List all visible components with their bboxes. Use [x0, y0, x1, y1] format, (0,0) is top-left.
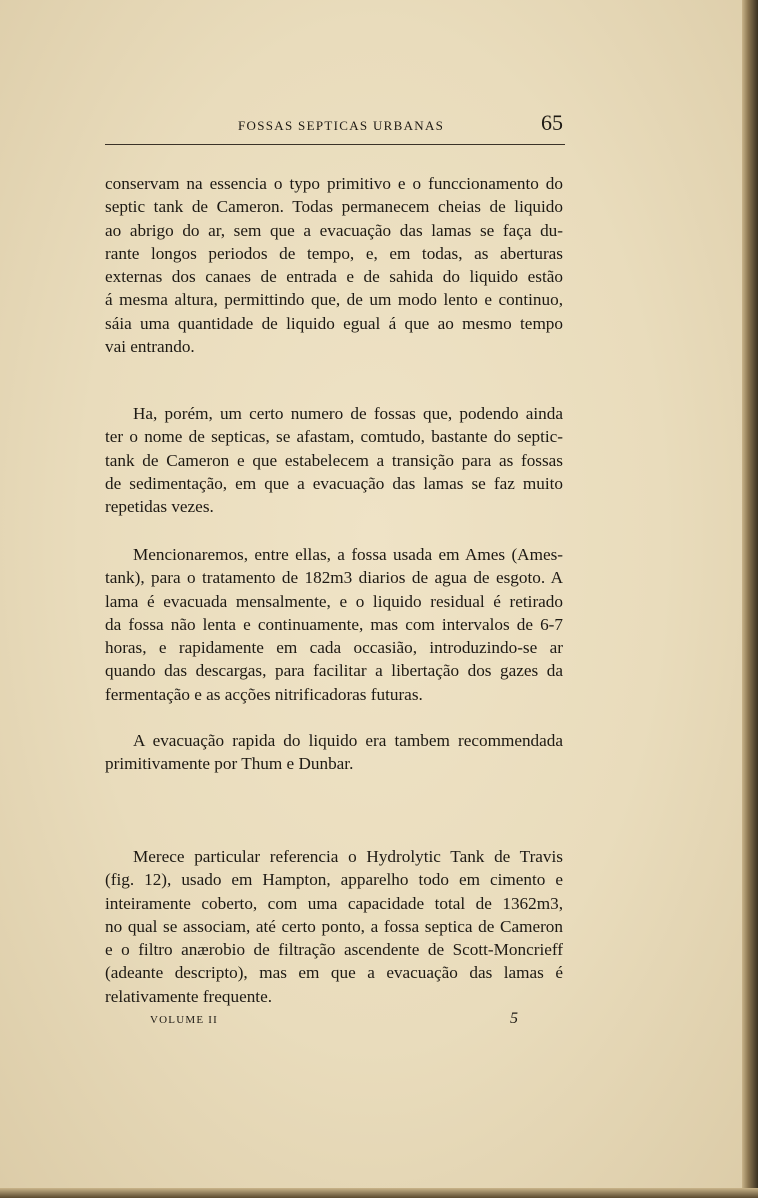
- text-line: sáia uma quantidade de liquido egual á que ao mesmo tempo: [105, 313, 563, 333]
- text-line: A evacuação rapida do liquido era tambem recommendada: [133, 731, 563, 750]
- page-number: 65: [541, 110, 563, 135]
- text-line: (fig. 12), usado em Hampton, apparelho todo em cimento e: [105, 870, 563, 890]
- text-line: fermentação e as acções nitrificadoras futuras.: [105, 684, 423, 704]
- text-line: quando das descargas, para facilitar a libertação dos gazes da: [105, 661, 563, 681]
- text-line: repetidas vezes.: [105, 497, 214, 517]
- text-line: Mencionaremos, entre ellas, a fossa usada em Ames (Ames-: [133, 545, 563, 564]
- paragraph-4: [105, 729, 563, 776]
- text-line: á mesma altura, permittindo que, de um modo lento e continuo,: [105, 290, 563, 310]
- text-line: rante longos periodos de tempo, e, em todas, as aberturas: [105, 243, 563, 263]
- paragraph-1: [105, 172, 563, 358]
- page-header: [105, 110, 565, 140]
- text-line: ao abrigo do ar, sem que a evacuação das lamas se faça du-: [105, 220, 563, 240]
- page-edge-right: [742, 0, 758, 1198]
- volume-signature: VOLUME II: [150, 1014, 218, 1026]
- text-line: lama é evacuada mensalmente, e o liquido residual é retirado: [105, 591, 563, 611]
- text-line: septic tank de Cameron. Todas permanecem cheias de liquido: [105, 197, 563, 217]
- text-line: no qual se associam, até certo ponto, a fossa septica de Cameron: [105, 916, 563, 936]
- text-line: inteiramente coberto, com uma capacidade total de 1362m3,: [105, 893, 563, 913]
- text-line: vai entrando.: [105, 337, 195, 357]
- text-line: da fossa não lenta e continuamente, mas com intervalos de 6-7: [105, 614, 563, 634]
- header-rule: [105, 144, 565, 145]
- paragraph-3: [105, 543, 563, 706]
- text-line: ter o nome de septicas, se afastam, comtudo, bastante do septic-: [105, 427, 563, 447]
- text-line: Ha, porém, um certo numero de fossas que, podendo ainda: [133, 404, 563, 423]
- text-line: tank), para o tratamento de 182m3 diarios de agua de esgoto. A: [105, 568, 563, 588]
- text-line: conservam na essencia o typo primitivo e o funccionamento do: [105, 174, 563, 193]
- text-line: (adeante descripto), mas em que a evacuação das lamas é: [105, 963, 563, 983]
- text-line: relativamente frequente.: [105, 986, 273, 1006]
- gathering-signature: 5: [510, 1010, 518, 1027]
- paragraph-5: [105, 845, 563, 1008]
- paragraph-2: [105, 402, 563, 518]
- text-line: e o filtro anærobio de filtração ascendente de Scott-Moncrieff: [105, 940, 563, 960]
- text-line: Merece particular referencia o Hydrolytic Tank de Travis: [133, 847, 563, 866]
- page-edge-bottom: [0, 1188, 758, 1198]
- running-head: FOSSAS SEPTICAS URBANAS: [238, 118, 445, 133]
- text-line: tank de Cameron e que estabelecem a transição para as fossas: [105, 450, 563, 470]
- text-line: externas dos canaes de entrada e de sahida do liquido estão: [105, 267, 563, 287]
- text-line: horas, e rapidamente em cada occasião, introduzindo-se ar: [105, 638, 563, 658]
- text-line: de sedimentação, em que a evacuação das lamas se faz muito: [105, 473, 563, 493]
- text-line: primitivamente por Thum e Dunbar.: [105, 754, 354, 774]
